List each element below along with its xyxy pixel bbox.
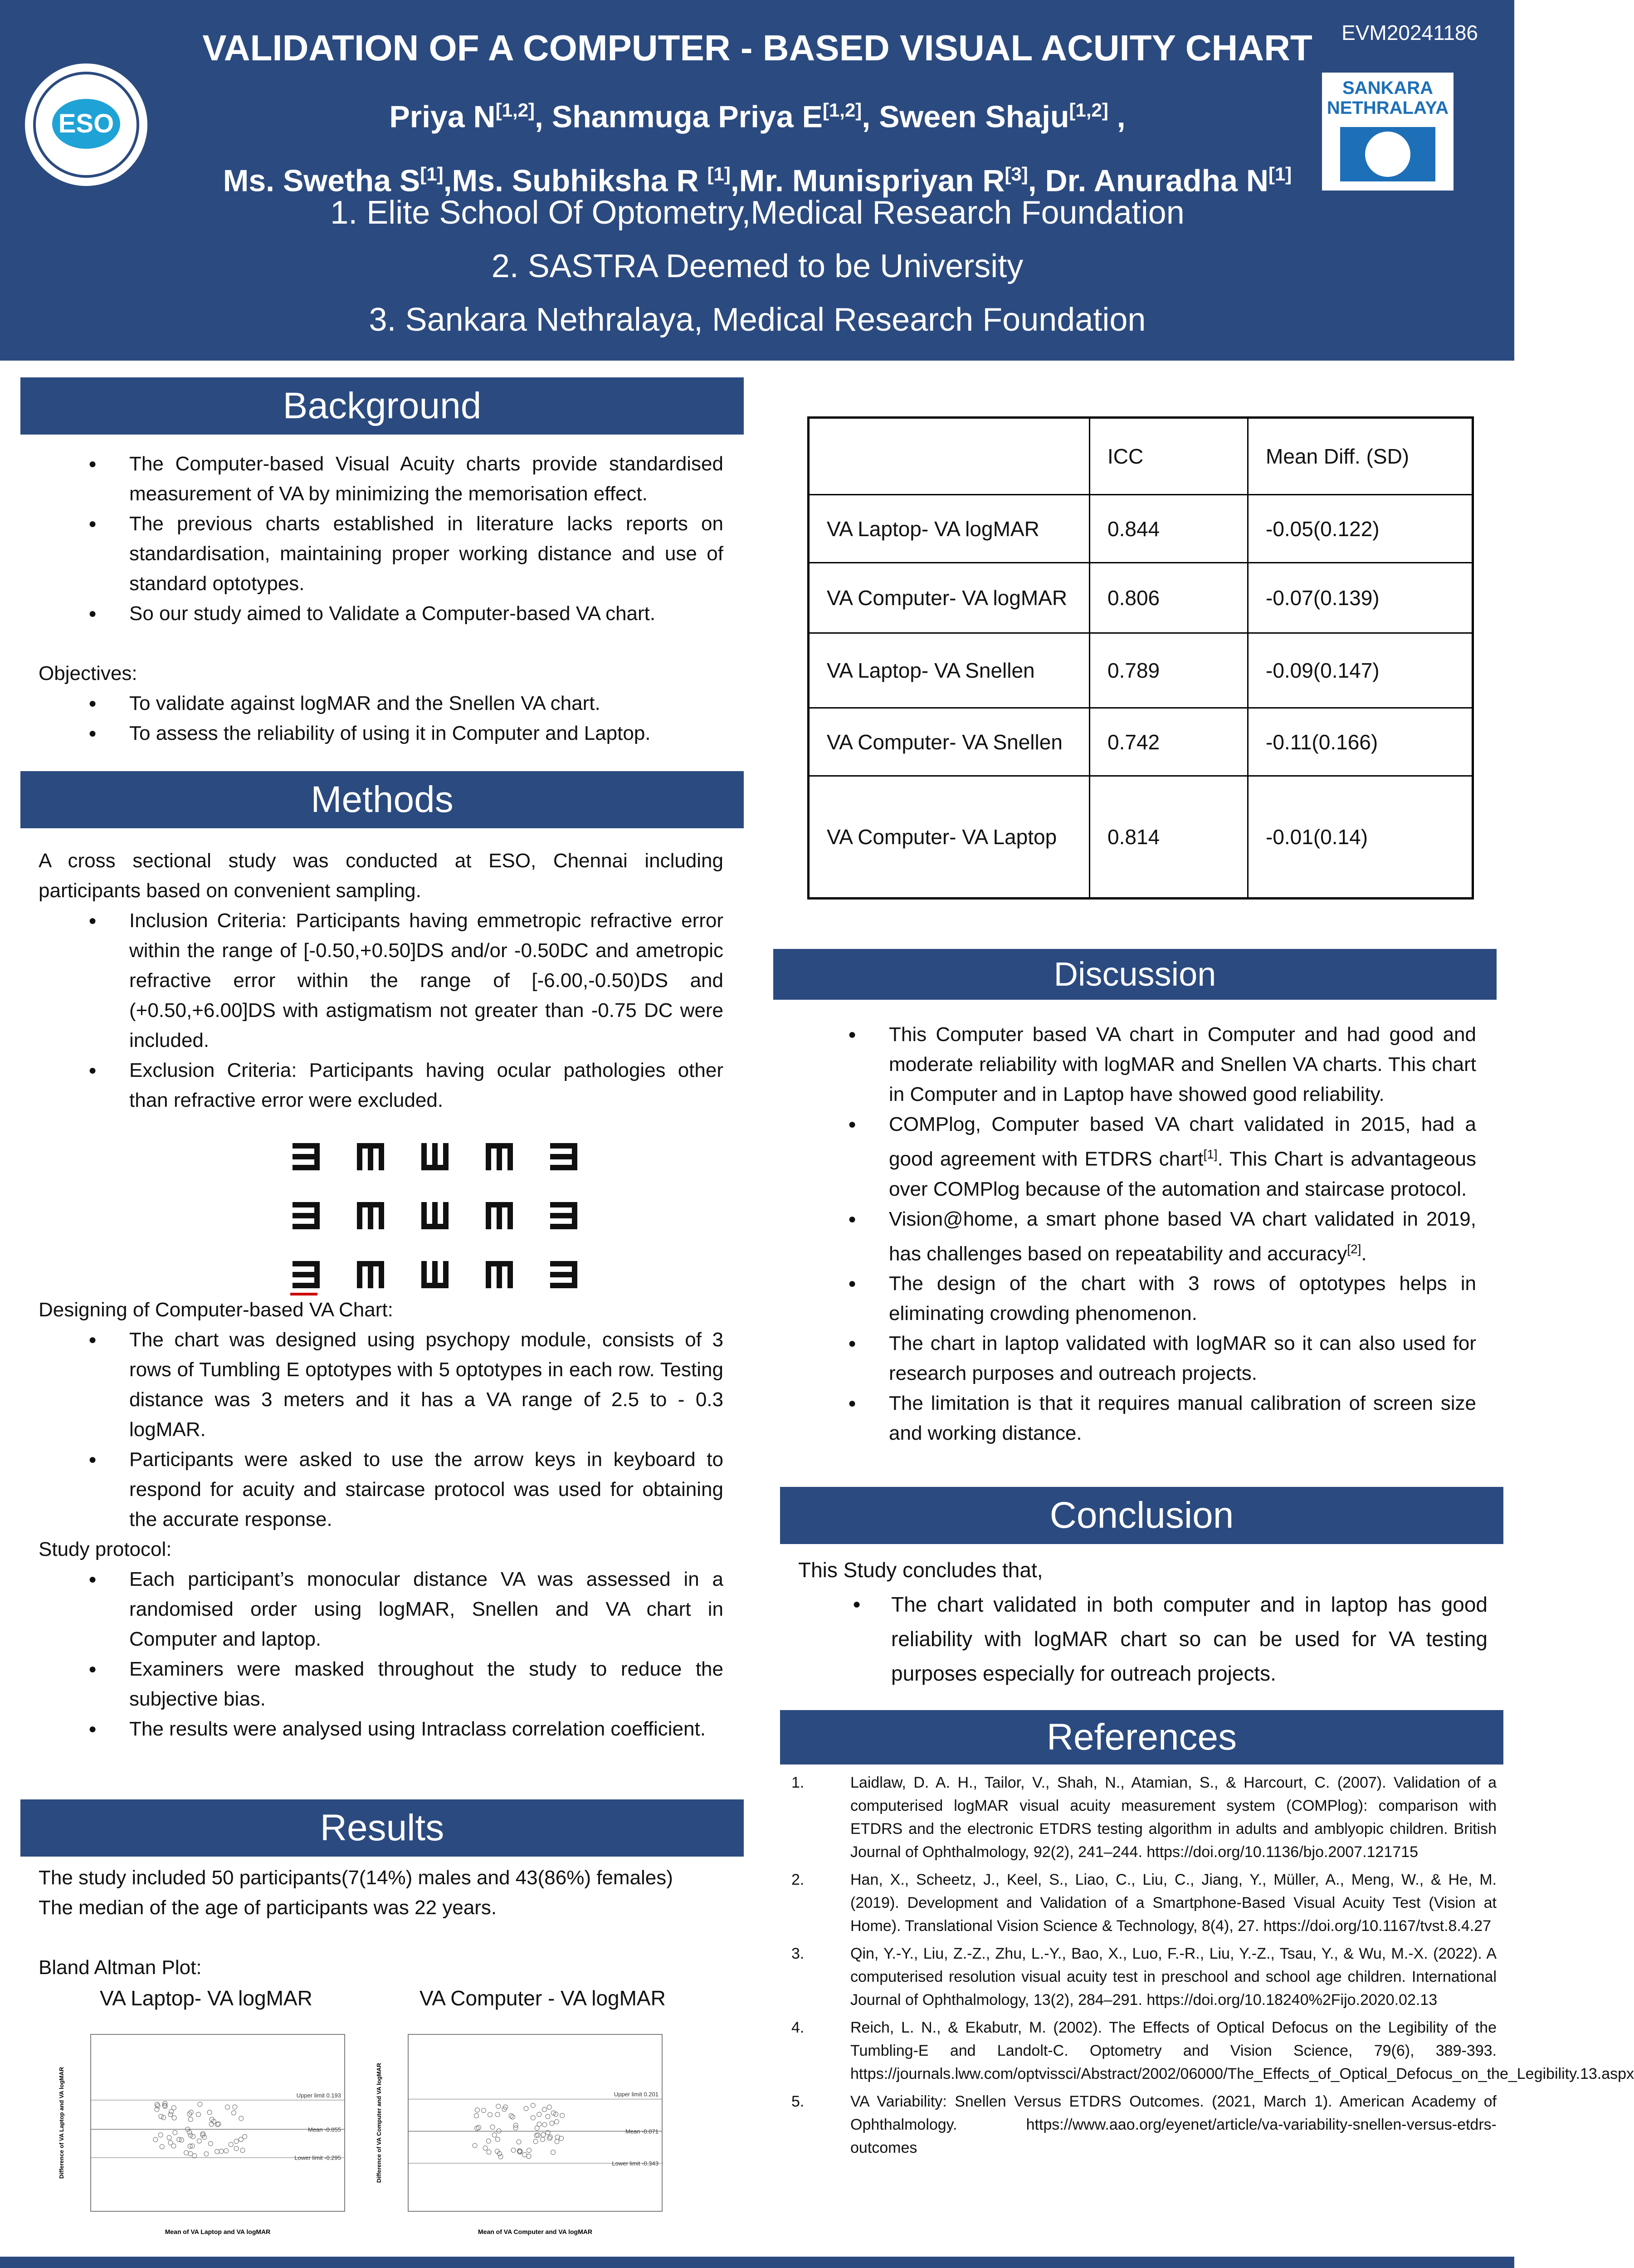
poster-title: VALIDATION OF A COMPUTER - BASED VISUAL ACUITY CHART bbox=[202, 28, 1312, 68]
methods-body-bottom bbox=[39, 1295, 723, 1744]
reference-item bbox=[791, 2090, 1497, 2160]
data-point bbox=[495, 2112, 500, 2117]
protocol-bullet: ● Each participant’s monocular distance VA was assessed in a randomised order using logMAR, Snellen and VA chart in Computer and laptop. bbox=[39, 1564, 723, 1654]
bland-altman-plot-laptop bbox=[50, 2021, 358, 2243]
optotype-row bbox=[290, 1202, 612, 1261]
table-cell: 0.806 bbox=[1090, 563, 1248, 633]
data-point bbox=[158, 2133, 163, 2137]
tumbling-e-optotype bbox=[548, 1202, 580, 1229]
author-affiliation-mark: [1,2] bbox=[495, 99, 535, 121]
data-point bbox=[475, 2108, 479, 2112]
data-point bbox=[177, 2137, 181, 2142]
plot1-title: VA Laptop- VA logMAR bbox=[100, 1986, 312, 2010]
references-list bbox=[791, 1771, 1634, 2164]
table-header-cell bbox=[809, 418, 1090, 495]
data-point bbox=[224, 2149, 229, 2153]
data-point bbox=[481, 2108, 486, 2113]
data-point bbox=[184, 2151, 189, 2155]
data-point bbox=[554, 2120, 559, 2124]
author-name: ,Mr. Munispriyan R bbox=[730, 163, 1005, 198]
discussion-bullet: ● COMPlog, Computer based VA chart validated in 2015, had a good agreement with ETDRS chart[1]. This Chart is advantageous over COMPlog because of the automation and staircase protocol. bbox=[798, 1110, 1476, 1204]
poster-code: EVM20241186 bbox=[1341, 21, 1478, 44]
eso-logo-text: ESO bbox=[52, 99, 120, 149]
discussion-bullet: ● Vision@home, a smart phone based VA chart validated in 2019, has challenges based on repeatability and accuracy[2]. bbox=[798, 1204, 1476, 1269]
author-name: Ms. Swetha S bbox=[223, 163, 420, 198]
reference-item bbox=[791, 1771, 1497, 1864]
tumbling-e-optotype bbox=[483, 1202, 515, 1229]
table-cell: 0.789 bbox=[1090, 633, 1248, 708]
table-row bbox=[809, 776, 1473, 899]
table-cell: 0.814 bbox=[1090, 776, 1248, 899]
data-point bbox=[197, 2139, 201, 2143]
data-point bbox=[168, 2112, 173, 2116]
data-point bbox=[233, 2105, 237, 2109]
reference-text: Laidlaw, D. A. H., Tailor, V., Shah, N., Atamian, S., & Harcourt, C. (2007). Validation of a computerised logMAR visual acuity measurement system (COMPlog): comparison with ETDRS and the electronic ETDRS testing algorithm in adults and amblyopic children. British Journal of Ophthalmology, 92(2), 241–244. https://doi.org/10.1136/bjo.2007.121715 bbox=[850, 1774, 1497, 1861]
author-affiliation-mark: [3] bbox=[1005, 163, 1028, 185]
tumbling-e-optotype-chart bbox=[290, 1143, 612, 1295]
table-row bbox=[809, 495, 1473, 563]
author-name: , Dr. Anuradha N bbox=[1028, 163, 1268, 198]
plot-frame bbox=[408, 2034, 662, 2211]
table-row bbox=[809, 563, 1473, 633]
results-body bbox=[39, 1863, 746, 1983]
background-bullet: ● The previous charts established in literature lacks reports on standardisation, maintaining proper working distance and use of standard optotypes. bbox=[39, 509, 723, 599]
data-point bbox=[546, 2114, 550, 2119]
protocol-label: Study protocol: bbox=[39, 1538, 172, 1560]
table-cell: VA Laptop- VA logMAR bbox=[809, 495, 1090, 563]
data-point bbox=[527, 2148, 532, 2153]
data-point bbox=[207, 2110, 212, 2115]
author-name: Priya N bbox=[389, 99, 496, 134]
y-axis-label: Difference of VA Laptop and VA logMAR bbox=[58, 2067, 65, 2179]
data-point bbox=[225, 2105, 230, 2109]
tumbling-e-optotype bbox=[483, 1143, 515, 1170]
data-point bbox=[155, 2107, 159, 2112]
table-cell: 0.742 bbox=[1090, 708, 1248, 776]
reference-item bbox=[791, 1868, 1497, 1938]
discussion-body bbox=[798, 1020, 1476, 1448]
data-point bbox=[524, 2106, 528, 2111]
table-cell: -0.05(0.122) bbox=[1248, 495, 1473, 563]
data-point bbox=[172, 2116, 176, 2120]
table-cell: VA Laptop- VA Snellen bbox=[809, 633, 1090, 708]
objective-bullet: ● To validate against logMAR and the Snellen VA chart. bbox=[39, 689, 723, 719]
conclusion-bullet: ● The chart validated in both computer and in laptop has good reliability with logMAR chart so can be used for VA testing purposes especially for outreach projects. bbox=[798, 1587, 1488, 1691]
protocol-bullet: ● The results were analysed using Intraclass correlation coefficient. bbox=[39, 1714, 723, 1744]
data-point bbox=[240, 2148, 245, 2153]
tumbling-e-optotype bbox=[548, 1143, 580, 1170]
bland-altman-label: Bland Altman Plot: bbox=[39, 1956, 202, 1979]
upper-limit-label: Upper limit 0.201 bbox=[614, 2091, 658, 2098]
objectives-label: Objectives: bbox=[39, 662, 137, 684]
table-header-cell: ICC bbox=[1090, 418, 1248, 495]
discussion-bullet: ● The chart in laptop validated with logMAR so it can also used for research purposes and outreach projects. bbox=[798, 1329, 1476, 1388]
data-point bbox=[161, 2115, 166, 2120]
data-point bbox=[167, 2136, 171, 2140]
discussion-bullet: ● The design of the chart with 3 rows of optotypes helps in eliminating crowding phenomenon. bbox=[798, 1269, 1476, 1329]
reference-text: VA Variability: Snellen Versus ETDRS Outcomes. (2021, March 1). American Academy of Ophthalmology. https://www.aao.org/eyenet/article/va-variability-snellen-versus-etdrs-outcomes bbox=[850, 2093, 1497, 2156]
table-row bbox=[809, 708, 1473, 776]
reference-number: 3. bbox=[791, 1945, 805, 1962]
poster-header bbox=[0, 0, 1514, 361]
reference-item bbox=[791, 1942, 1497, 2012]
results-participants: The study included 50 participants(7(14%) males and 43(86%) females) bbox=[39, 1867, 673, 1889]
affiliation-2: 2. SASTRA Deemed to be University bbox=[491, 248, 1024, 284]
author-affiliation-mark: [1] bbox=[707, 163, 731, 185]
data-point bbox=[492, 2133, 497, 2137]
reference-text: Han, X., Scheetz, J., Keel, S., Liao, C., Liu, C., Jiang, Y., Müller, A., Meng, W., & He, M. (2019). Development and Validation of a Smartphone-Based Visual Acuity Test (Vision at Home). Translational Vision Science & Technology, 8(4), 27. https://doi.org/10.1167/tvst.8.4.27 bbox=[850, 1871, 1497, 1935]
author-affiliation-mark: [1,2] bbox=[1069, 99, 1108, 121]
data-point bbox=[495, 2137, 500, 2141]
background-bullet: ● The Computer-based Visual Acuity charts provide standardised measurement of VA by minimizing the memorisation effect. bbox=[39, 449, 723, 509]
tumbling-e-optotype bbox=[355, 1143, 386, 1170]
data-point bbox=[513, 2126, 518, 2130]
table-cell: VA Computer- VA logMAR bbox=[809, 563, 1090, 633]
data-point bbox=[511, 2148, 516, 2152]
data-point bbox=[171, 2106, 176, 2110]
author-affiliation-mark: [1,2] bbox=[822, 99, 862, 121]
author-name: ,Ms. Subhiksha R bbox=[443, 163, 707, 198]
lower-limit-label: Lower limit -0.295 bbox=[294, 2154, 341, 2161]
data-point bbox=[555, 2139, 559, 2144]
mean-label: Mean -0.071 bbox=[625, 2128, 658, 2135]
reference-text: Qin, Y.-Y., Liu, Z.-Z., Zhu, L.-Y., Bao, X., Luo, F.-R., Liu, Y.-Z., Tsau, Y., & Wu, M.-X. (2022). A computerised resolution visual acuity test in preschool and school age children. International Journal of Ophthalmology, 13(2), 284–291. https://doi.org/10.18240%2Fijo.2020.02.13 bbox=[850, 1945, 1497, 2009]
table-cell: -0.07(0.139) bbox=[1248, 563, 1473, 633]
methods-intro: A cross sectional study was conducted at ESO, Chennai including participants based on convenient sampling. bbox=[39, 850, 723, 902]
data-point bbox=[198, 2102, 202, 2107]
exclusion-criteria: ● Exclusion Criteria: Participants having ocular pathologies other than refractive error were excluded. bbox=[39, 1056, 723, 1115]
data-point bbox=[209, 2122, 214, 2126]
tumbling-e-optotype bbox=[419, 1261, 451, 1288]
table-row bbox=[809, 633, 1473, 708]
data-point bbox=[487, 2150, 491, 2154]
references-heading: References bbox=[780, 1710, 1503, 1765]
table-cell: VA Computer- VA Laptop bbox=[809, 776, 1090, 899]
background-bullet: ● So our study aimed to Validate a Computer-based VA chart. bbox=[39, 599, 723, 629]
data-point bbox=[560, 2113, 565, 2118]
data-point bbox=[527, 2154, 531, 2159]
data-point bbox=[550, 2121, 554, 2126]
data-point bbox=[540, 2137, 545, 2141]
methods-body-top bbox=[39, 846, 723, 1115]
data-point bbox=[509, 2114, 513, 2118]
conclusion-body bbox=[798, 1553, 1488, 1691]
data-point bbox=[498, 2155, 503, 2159]
data-point bbox=[531, 2103, 535, 2108]
data-point bbox=[547, 2105, 551, 2109]
conclusion-intro: This Study concludes that, bbox=[798, 1558, 1043, 1582]
author-affiliation-mark: [1] bbox=[420, 163, 444, 185]
data-point bbox=[231, 2111, 236, 2115]
data-point bbox=[160, 2144, 164, 2149]
data-point bbox=[548, 2135, 552, 2139]
data-point bbox=[488, 2112, 493, 2117]
data-point bbox=[239, 2116, 244, 2121]
design-bullet: ● Participants were asked to use the arrow keys in keyboard to respond for acuity and staircase protocol was used for obtaining the accurate response. bbox=[39, 1445, 723, 1535]
affiliation-1: 1. Elite School Of Optometry,Medical Research Foundation bbox=[330, 195, 1185, 231]
bland-altman-plot-computer bbox=[367, 2021, 676, 2243]
data-point bbox=[513, 2123, 518, 2128]
objective-bullet: ● To assess the reliability of using it in Computer and Laptop. bbox=[39, 719, 723, 748]
data-point bbox=[476, 2125, 481, 2130]
data-point bbox=[155, 2102, 159, 2107]
data-point bbox=[234, 2146, 239, 2151]
data-point bbox=[234, 2139, 239, 2144]
table-cell: -0.01(0.14) bbox=[1248, 776, 1473, 899]
optotype-row bbox=[290, 1143, 612, 1202]
tumbling-e-optotype bbox=[290, 1143, 322, 1170]
tumbling-e-optotype bbox=[290, 1202, 322, 1229]
conclusion-heading: Conclusion bbox=[780, 1487, 1503, 1544]
data-point bbox=[215, 2149, 219, 2154]
plot-frame bbox=[91, 2034, 345, 2211]
data-point bbox=[219, 2149, 224, 2154]
data-point bbox=[537, 2112, 541, 2116]
protocol-bullet: ● Examiners were masked throughout the study to reduce the subjective bias. bbox=[39, 1654, 723, 1714]
author-name: , bbox=[1108, 99, 1126, 134]
sankara-logo-text: SANKARA NETHRALAYA bbox=[1327, 78, 1449, 118]
design-bullet: ● The chart was designed using psychopy module, consists of 3 rows of Tumbling E optotypes with 5 optotypes in each row. Testing distance was 3 meters and it has a VA range of 2.5 to - 0.3 logMAR. bbox=[39, 1325, 723, 1445]
inclusion-criteria: ● Inclusion Criteria: Participants having emmetropic refractive error within the range of [-0.50,+0.50]DS and/or -0.50DC and ametropic refractive error within the range of [-6.00,-0.50)DS and (+0.50,+6.00]DS with astigmatism not greater than -0.75 DC were included. bbox=[39, 906, 723, 1056]
data-point bbox=[229, 2142, 233, 2147]
data-point bbox=[159, 2114, 163, 2119]
tumbling-e-optotype bbox=[290, 1261, 322, 1288]
data-point bbox=[168, 2141, 173, 2145]
data-point bbox=[542, 2107, 546, 2112]
author-affiliation-mark: [1] bbox=[1268, 163, 1292, 185]
discussion-bullet: ● This Computer based VA chart in Computer and had good and moderate reliability with logMAR and Snellen VA charts. This chart in Computer and in Laptop have showed good reliability. bbox=[798, 1020, 1476, 1110]
data-point bbox=[239, 2137, 243, 2142]
y-axis-label: Difference of VA Computer and VA logMAR bbox=[376, 2063, 382, 2183]
table-header-row bbox=[809, 418, 1473, 495]
icc-results-table bbox=[807, 416, 1474, 899]
data-point bbox=[473, 2143, 477, 2148]
tumbling-e-optotype bbox=[419, 1143, 451, 1170]
tumbling-e-optotype bbox=[355, 1261, 386, 1288]
upper-limit-label: Upper limit 0.193 bbox=[296, 2092, 341, 2099]
data-point bbox=[559, 2136, 564, 2141]
table-cell: -0.09(0.147) bbox=[1248, 633, 1473, 708]
affiliations bbox=[136, 186, 1379, 347]
authors-line-1 bbox=[136, 82, 1379, 146]
data-point bbox=[496, 2104, 501, 2109]
table-header-cell: Mean Diff. (SD) bbox=[1248, 418, 1473, 495]
background-body bbox=[39, 449, 723, 748]
tumbling-e-optotype bbox=[419, 1202, 451, 1229]
x-axis-label: Mean of VA Laptop and VA logMAR bbox=[165, 2228, 271, 2235]
data-point bbox=[522, 2152, 527, 2157]
table-cell: -0.11(0.166) bbox=[1248, 708, 1473, 776]
data-point bbox=[533, 2139, 538, 2144]
plot2-title: VA Computer - VA logMAR bbox=[419, 1986, 666, 2010]
background-heading: Background bbox=[20, 377, 744, 435]
table-cell: VA Computer- VA Snellen bbox=[809, 708, 1090, 776]
lower-limit-label: Lower limit -0.343 bbox=[612, 2160, 658, 2167]
reference-number: 1. bbox=[791, 1774, 805, 1791]
author-name: , Sween Shaju bbox=[862, 99, 1069, 134]
results-heading: Results bbox=[20, 1799, 744, 1857]
data-point bbox=[542, 2122, 547, 2127]
reference-text: Reich, L. N., & Ekabutr, M. (2002). The Effects of Optical Defocus on the Legibility of the Tumbling-E and Landolt-C. Optometry and Vision Science, 79(6), 389-393. https://journals.lww.com/optvissci/Abstract/2002/06000/The_Effects_of_Optical_Defocus_on_the_Legibility.13.aspx bbox=[850, 2019, 1634, 2082]
x-axis-label: Mean of VA Computer and VA logMAR bbox=[478, 2228, 592, 2235]
discussion-heading: Discussion bbox=[773, 949, 1497, 1000]
data-point bbox=[204, 2152, 209, 2156]
data-point bbox=[531, 2116, 535, 2120]
data-point bbox=[173, 2131, 177, 2135]
author-name: , Shanmuga Priya E bbox=[535, 99, 823, 134]
reference-item bbox=[791, 2016, 1634, 2086]
data-point bbox=[188, 2117, 193, 2121]
data-point bbox=[196, 2112, 200, 2116]
methods-heading: Methods bbox=[20, 771, 744, 828]
data-point bbox=[208, 2141, 213, 2146]
tumbling-e-optotype bbox=[355, 1202, 386, 1229]
reference-number: 5. bbox=[791, 2093, 805, 2110]
data-point bbox=[153, 2137, 158, 2142]
results-age: The median of the age of participants was 22 years. bbox=[39, 1897, 497, 1919]
data-point bbox=[490, 2125, 495, 2129]
affiliation-3: 3. Sankara Nethralaya, Medical Research Foundation bbox=[369, 302, 1146, 338]
design-label: Designing of Computer-based VA Chart: bbox=[39, 1299, 393, 1321]
data-point bbox=[551, 2150, 556, 2155]
data-point bbox=[541, 2132, 546, 2137]
data-point bbox=[535, 2126, 539, 2131]
eso-logo bbox=[25, 64, 147, 186]
reference-number: 4. bbox=[791, 2019, 805, 2036]
poster-footer bbox=[0, 2257, 1514, 2268]
discussion-bullet: ● The limitation is that it requires manual calibration of screen size and working distance. bbox=[798, 1388, 1476, 1448]
data-point bbox=[517, 2140, 521, 2144]
data-point bbox=[483, 2146, 488, 2151]
tumbling-e-optotype bbox=[548, 1261, 580, 1288]
mean-label: Mean -0.055 bbox=[308, 2126, 341, 2133]
tumbling-e-optotype bbox=[483, 1261, 515, 1288]
reference-number: 2. bbox=[791, 1871, 805, 1888]
table-cell: 0.844 bbox=[1090, 495, 1248, 563]
data-point bbox=[486, 2139, 491, 2143]
data-point bbox=[192, 2154, 197, 2158]
data-point bbox=[510, 2115, 515, 2119]
data-point bbox=[474, 2113, 478, 2118]
